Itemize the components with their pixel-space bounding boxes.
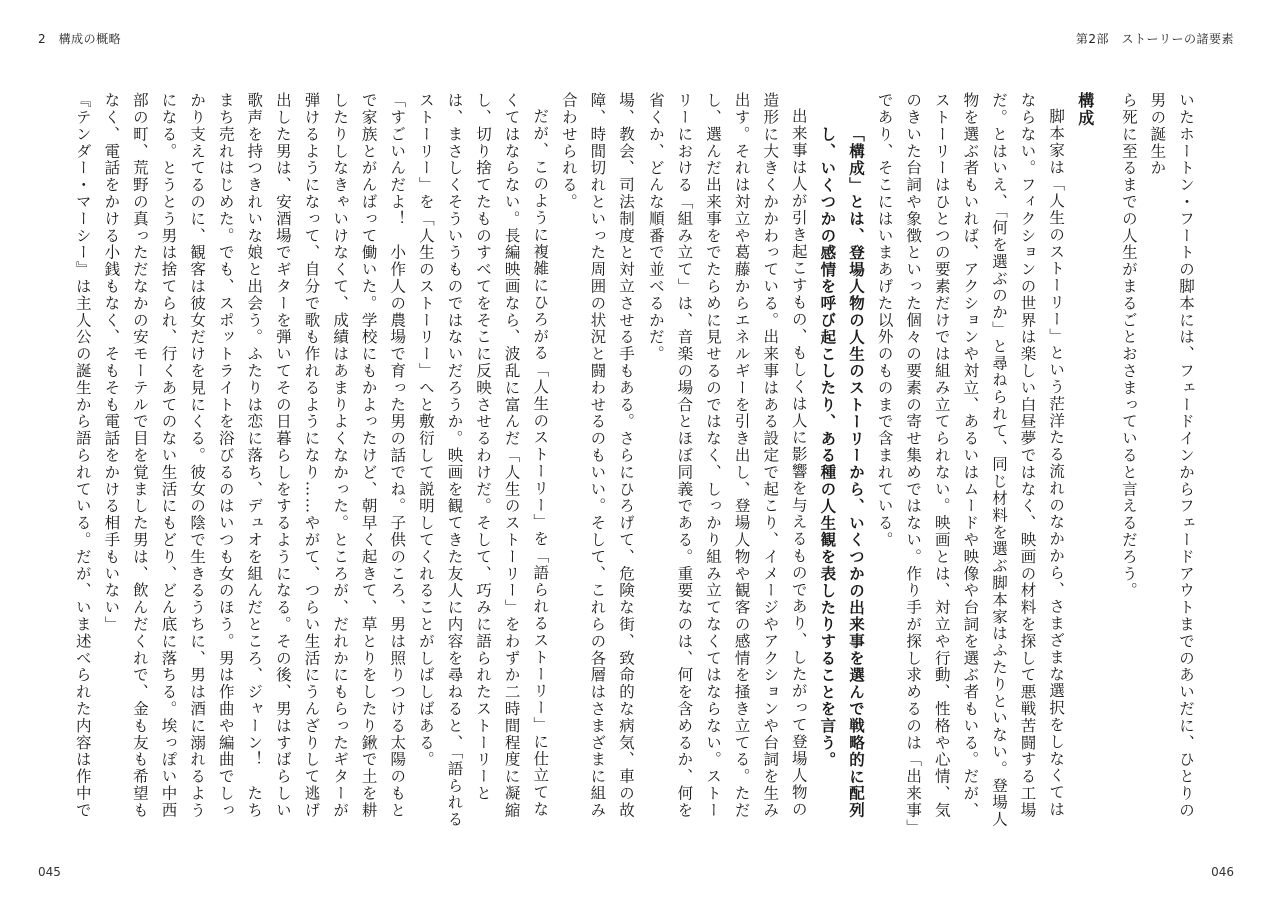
- running-head-left: 2 構成の概略: [38, 32, 122, 46]
- paragraph: 場、教会、司法制度と対立させる手もある。さらにひろげて、危険な街、致命的な病気、車の故障、時間切れといった周囲の状況と闘わせるのもいい。そして、これらの各層はさまざまに組み合わせられる。: [559, 92, 635, 819]
- paragraph: [640, 92, 641, 832]
- lead-line-2: ら死に至るまでの人生がまるごとおさまっていると言えるだろう。: [1119, 92, 1138, 599]
- paragraph: 出来事は人が引き起こすもの、もしくは人に影響を与えるものであり、したがって登場人物の造形に大きくかかわっている。出来事はある設定で起こり、イメージやアクションや台詞を生み出す。それは対立や葛藤からエネルギーを引き出し、登場人物や観客の感情を掻き立てる。ただし、選んだ出来事をでたらめに見せるのではなく、しっかり組み立てなくてはならない。ストーリーにおける「組み立て」は、音楽の場合とほぼ同義である。重要なのは、何を含めるか、何を省くか、どんな順番で並べるかだ。: [646, 92, 808, 819]
- spacer: [1099, 92, 1115, 832]
- paragraph: 『テンダー・マーシー』は主人公の誕生から語られている。だが、いま述べられた内容は作中で: [73, 92, 92, 819]
- lead-line-1: いたホートン・フートの脚本には、フェードインからフェードアウトまでのあいだに、ひとりの男の誕生か: [1148, 92, 1195, 819]
- quoted-paragraph: 「すごいんだよ！ 小作人の農場で育った男の話でね。子供のころ、男は照りつける太陽のもとで家族とがんばって働いた。学校にもかよったけど、朝早く起きて、草とりをしたり鍬で土を耕したりしなきゃいけなくて、成績はあまりよくなかった。ところが、だれかにもらったギターが弾けるようになって、自分で歌も作れるようになり……やがて、つらい生活にうんざりして逃げ出した男は、安酒場でギターを弾いてその日暮らしをするようになる。その後、男はすばらしい歌声を持つきれいな娘と出会う。ふたりは恋に落ち、デュオを組んだところ、ジャーン！ たちまち売れはじめた。でも、スポットライトを浴びるのはいつも女のほう。男は作曲や編曲でしっかり支えてるのに、観客は彼女だけを見にくる。彼女の陰で生きるうちに、男は酒に溺れるようになる。とうとう男は捨てられ、行くあてのない生活にもどり、どん底に落ちる。埃っぽい中西部の町、荒野の真っただなかの安モーテルで目を覚ました男は、飲んだくれで、金も友も希望もなく、電話をかける小銭もなく、そもそも電話をかける相手もいない」: [102, 92, 407, 819]
- paragraph: 脚本家は「人生のストーリー」という茫洋たる流れのなかから、さまざまな選択をしなくてはならない。フィクションの世界は楽しい白昼夢ではなく、映画の材料を探して悪戦苦闘する工場だ。とはいえ、「何を選ぶのか」と尋ねられて、同じ材料を選ぶ脚本家はふたりといない。登場人物を選ぶ者もいれば、アクションや対立、あるいはムードや映像や台詞を選ぶ者もいる。だが、ストーリーはひとつの要素だけでは組み立てられない。映画とは、対立や行動、性格や心情、気のきいた台詞や象徴といった個々の要素の寄せ集めではない。作り手が探し求めるのは「出来事」であり、そこにはいまあげた以外のものまで含まれている。: [875, 92, 1066, 828]
- left-page-body: [68, 92, 640, 832]
- paragraph: だが、このように複雑にひろがる「人生のストーリー」を「語られるストーリー」に仕立てなくてはならない。長編映画なら、波乱に富んだ「人生のストーリー」をわずか二時間程度に凝縮し、切り捨てたものすべてをそこに反映させるわけだ。そして、巧みに語られたストーリーとは、まさしくそういうものではないだろうか。映画を観てきた友人に内容を尋ねると、「語られるストーリー」を「人生のストーリー」へと敷衍して説明してくれることがしばしばある。: [416, 92, 550, 828]
- section-heading: 構成: [1075, 92, 1095, 127]
- definition-block: 「構成」とは、登場人物の人生のストーリーから、いくつかの出来事を選んで戦略的に配列し、いくつかの感情を呼び起こしたり、ある種の人生観を表したりすることを言う。: [818, 126, 865, 819]
- right-page-body: [640, 92, 1200, 832]
- page-number-left: 045: [38, 865, 61, 879]
- page-number-right: 046: [1211, 865, 1234, 879]
- running-head-right: 第2部 ストーリーの諸要素: [1075, 32, 1234, 46]
